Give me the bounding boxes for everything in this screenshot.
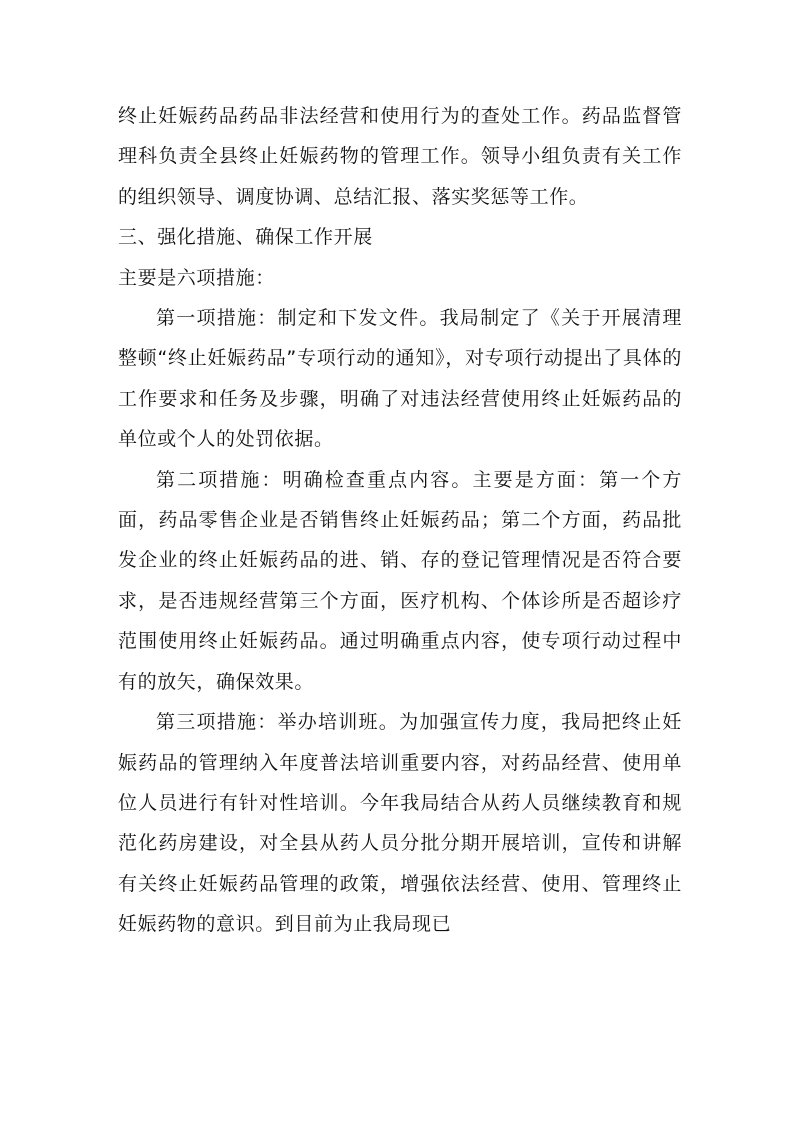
document-body bbox=[118, 96, 682, 945]
paragraph-measures-intro: 主要是六项措施： bbox=[118, 266, 275, 289]
section-heading-measures: 三、强化措施、确保工作开展 bbox=[118, 226, 373, 249]
paragraph-measure-one: 第一项措施：制定和下发文件。我局制定了《关于开展清理整顿“终止妊娠药品”专项行动的通知》，对专项行动提出了具体的工作要求和任务及步骤，明确了对违法经营使用终止妊娠药品的单位或个人的处罚依据。 bbox=[118, 307, 682, 451]
paragraph-measure-three: 第三项措施：举办培训班。为加强宣传力度，我局把终止妊娠药品的管理纳入年度普法培训重要内容，对药品经营、使用单位人员进行有针对性培训。今年我局结合从药人员继续教育和规范化药房建设，对全县从药人员分批分期开展培训，宣传和讲解有关终止妊娠药品管理的政策，增强依法经营、使用、管理终止妊娠药物的意识。到目前为止我局现已 bbox=[118, 711, 682, 936]
paragraph-drug-management-duties: 终止妊娠药品药品非法经营和使用行为的查处工作。药品监督管理科负责全县终止妊娠药物的管理工作。领导小组负责有关工作的组织领导、调度协调、总结汇报、落实奖惩等工作。 bbox=[118, 105, 682, 208]
paragraph-measure-two: 第二项措施：明确检查重点内容。主要是方面：第一个方面，药品零售企业是否销售终止妊娠药品；第二个方面，药品批发企业的终止妊娠药品的进、销、存的登记管理情况是否符合要求，是否违规经营第三个方面，医疗机构、个体诊所是否超诊疗范围使用终止妊娠药品。通过明确重点内容，使专项行动过程中有的放矢，确保效果。 bbox=[118, 468, 682, 693]
